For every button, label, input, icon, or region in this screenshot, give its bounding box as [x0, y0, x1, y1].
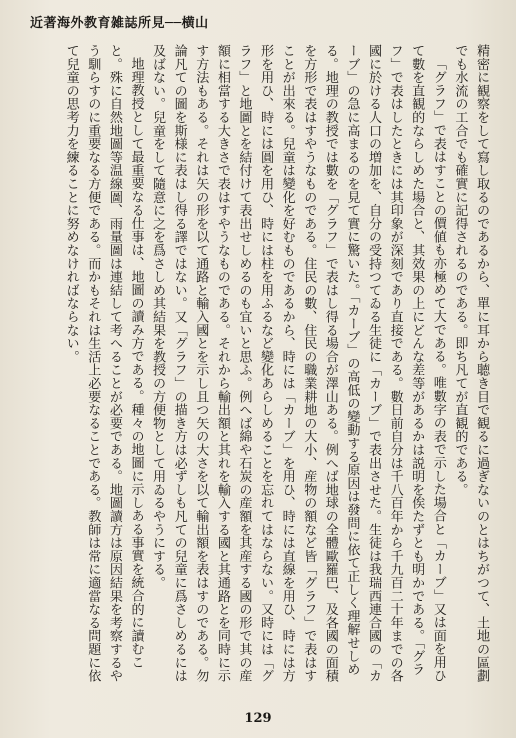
paragraph-3: 地理教授として最重要なる仕事は、地圖の讀み方である。種々の地圖に示しある事實を統合的に讀むこと。殊に自然地圖等温線圖、雨量圖は連結して考へることが必要である。地圖讀方は原因結果を考察するやう馴らすのに重要なる方便である。而かもそれは生活上必要なることである。教師は常に適當なる問題に依て兒童の思考力を練ることに努めなければならない。: [63, 44, 144, 683]
running-head: 近著海外教育雑誌所見──横山: [30, 16, 209, 31]
body-text: [24, 44, 492, 686]
paragraph-1: 精密に観察をして寫し取るのであるから、單に耳から聴き目で観るに過ぎないのとはちがつて、土地の區劃でも水流の工合でも確實に記得されるのである。即ち凡てが直観的である。: [452, 44, 489, 683]
paragraph-2: 「グラフ」で表はすことの價値も亦極めて大である。唯數字の表で示した場合と「カーブ」又は面を用ひて數を直観的ならしめた場合と、其效果の上にどんな差等があるかは説明を俟たずとも明かである。「グラフ」で表はしたときには其印象が深刻であり直接である。數日前自分は千八百年から千九百二十年までの各國に於ける人口の増加を、自分の受持つてゐる生徒に「カーブ」で表出させた。生徒は我瑞西連合國の「カーブ」の急に高まるのを見て實に驚いた。「カーブ」の高低の變動する原因は發問に依て正しく理解せしめる。地理の教授では數を「グラフ」で表はし得る場合が澤山ある。例へば地球の全體歐羅巴、及各國の面積を方形で表はすやうなものである。住民の數、住民の職業耕地の大小、産物の額など皆「グラフ」で表はすことが出來る。兒童は變化を好むものであるから、時には「カーブ」を用ひ、時には直線を用ひ、時には方形を用ひ、時には圓を用ひ、時には柱を用ふるなど變化あらしめることを忘れてはならない。又時には「グラフ」と地圖とを結付けて表出せしめるのも宜いと思ふ。例へば綿や石炭の産額を其産する國の形で其の産額に相當する大きさで表はすやうなものである。それから輸出額と其れを輸入する國と其通路とを同時に示す方法もある。それは矢の形を以て通路と輸入國とを示し且つ矢の大さを以て輸出額を表はすのである。勿論凡ての圖を斯様に表はし得る譯ではない。又「グラフ」の描き方は必ずしも凡ての兒童に爲さしめるには及ばない。兒童をして隨意に之を爲さしめ其結果を教授の方便物として用ゐるやうにする。: [150, 44, 446, 683]
page-number: 129: [244, 711, 272, 726]
